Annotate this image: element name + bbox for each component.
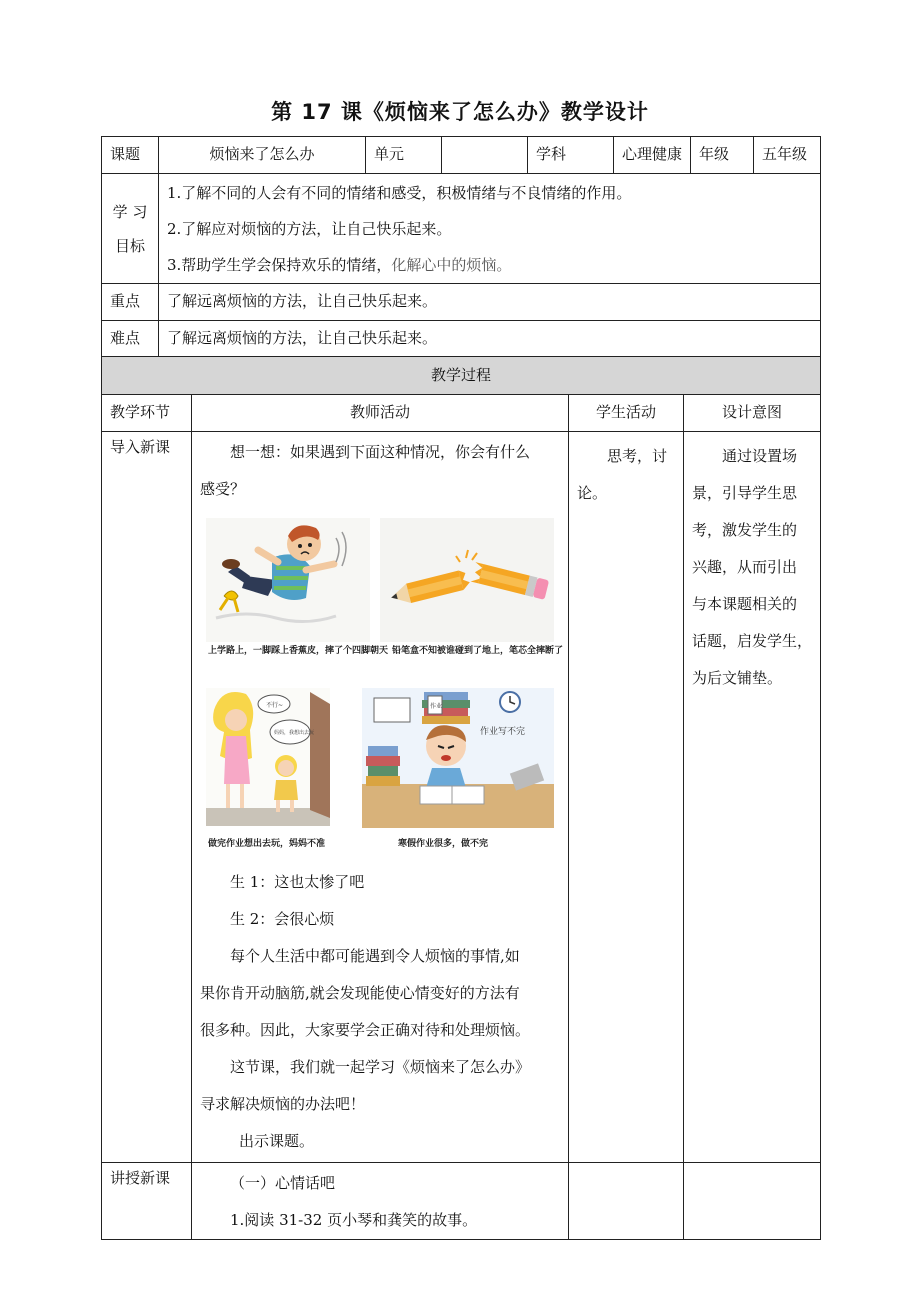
- goals-label-line1: 学 习: [112, 202, 148, 221]
- bubble-kid-text: 妈妈，我想出去玩: [274, 730, 315, 736]
- intent-line-2: 景，引导学生思: [692, 484, 798, 502]
- intent-line-3: 考，激发学生的: [692, 521, 798, 539]
- difficulty-value: 了解远离烦恼的方法，让自己快乐起来。: [159, 321, 821, 357]
- slipping-boy-illustration: [206, 518, 370, 642]
- intent-line-1: 通过设置场: [722, 447, 798, 465]
- goal-item-3-soft: 化解心中的烦恼。: [391, 255, 512, 274]
- col-intent: 设计意图: [684, 395, 821, 432]
- caption-1: 上学路上，一脚踩上香蕉皮，摔了个四脚朝天: [208, 646, 389, 656]
- col-stage: 教学环节: [102, 395, 192, 432]
- student-line1: 思考，讨: [607, 447, 668, 465]
- broken-pencil-illustration: [380, 518, 554, 642]
- intro-prompt-line2: 感受？: [200, 480, 246, 498]
- new-lesson-line2: 1.阅读 31-32 页小琴和龚笑的故事。: [230, 1211, 478, 1229]
- intent-line-5: 与本课题相关的: [692, 595, 798, 613]
- homework-text: 作业写不完: [480, 727, 526, 737]
- para1-line3: 很多种。因此，大家要学会正确对待和处理烦恼。: [200, 1021, 531, 1039]
- goals-label: [102, 174, 159, 284]
- intent-line-7: 为后文铺垫。: [692, 669, 783, 687]
- homework-illustration: [362, 688, 554, 828]
- difficulty-label: 难点: [102, 321, 159, 357]
- bubble-mom-text: 不行~: [266, 702, 284, 709]
- page-title: 第 17 课《烦恼来了怎么办》教学设计: [271, 100, 649, 124]
- intent-line-4: 兴趣，从而引出: [692, 558, 798, 576]
- goals-label-line2: 目标: [114, 236, 145, 255]
- goals-content: [159, 174, 821, 284]
- student-line2: 论。: [577, 484, 608, 502]
- para2-line2: 寻求解决烦恼的办法吧！: [200, 1095, 366, 1113]
- subject-label: 学科: [528, 137, 614, 174]
- goal-item-3-main: 3.帮助学生学会保持欢乐的情绪，: [167, 255, 392, 274]
- col-student: 学生活动: [569, 395, 684, 432]
- grade-value: 五年级: [754, 137, 821, 174]
- grade-label: 年级: [691, 137, 754, 174]
- caption-3: 做完作业想出去玩，妈妈不准: [208, 839, 326, 849]
- response-1: 生 1：这也太惨了吧: [230, 873, 365, 891]
- intent-line-6: 话题，启发学生，: [692, 632, 813, 650]
- key-point-value: 了解远离烦恼的方法，让自己快乐起来。: [159, 284, 821, 321]
- new-lesson-student-cell: [569, 1163, 684, 1240]
- para1-line2: 果你肯开动脑筋,就会发现能使心情变好的方法有: [200, 984, 520, 1002]
- goal-item-3: [167, 247, 812, 283]
- key-point-label: 重点: [102, 284, 159, 321]
- unit-value: [442, 137, 528, 174]
- new-lesson-stage: 讲授新课: [102, 1163, 192, 1240]
- topic-value: 烦恼来了怎么办: [159, 137, 366, 174]
- col-teacher: 教师活动: [192, 395, 569, 432]
- intro-stage: 导入新课: [102, 432, 192, 1163]
- intro-prompt-line1: 想一想：如果遇到下面这种情况，你会有什么: [230, 443, 531, 461]
- response-2: 生 2：会很心烦: [230, 910, 335, 928]
- topic-label: 课题: [102, 137, 159, 174]
- homework-book-label: 作业: [430, 703, 443, 710]
- intro-student-cell: [569, 432, 684, 1163]
- new-lesson-intent-cell: [684, 1163, 821, 1240]
- goal-item-1: 1.了解不同的人会有不同的情绪和感受，积极情绪与不良情绪的作用。: [167, 183, 632, 202]
- goal-item-2: 2.了解应对烦恼的方法，让自己快乐起来。: [167, 219, 452, 238]
- intro-intent-cell: [684, 432, 821, 1163]
- caption-2: 铅笔盒不知被谁碰到了地上，笔芯全摔断了: [392, 646, 564, 656]
- subject-value: 心理健康: [614, 137, 691, 174]
- para1-line1: 每个人生活中都可能遇到令人烦恼的事情,如: [230, 947, 520, 965]
- lesson-info-table: [101, 136, 821, 357]
- mom-refuses-illustration: [206, 688, 330, 826]
- new-lesson-line1: （一）心情话吧: [230, 1174, 336, 1192]
- show-topic: 出示课题。: [239, 1132, 315, 1150]
- new-lesson-teacher-cell: [192, 1163, 569, 1240]
- caption-4: 寒假作业很多，做不完: [398, 839, 489, 849]
- para2-line1: 这节课，我们就一起学习《烦恼来了怎么办》: [230, 1058, 531, 1076]
- process-header: 教学过程: [102, 357, 821, 395]
- unit-label: 单元: [366, 137, 442, 174]
